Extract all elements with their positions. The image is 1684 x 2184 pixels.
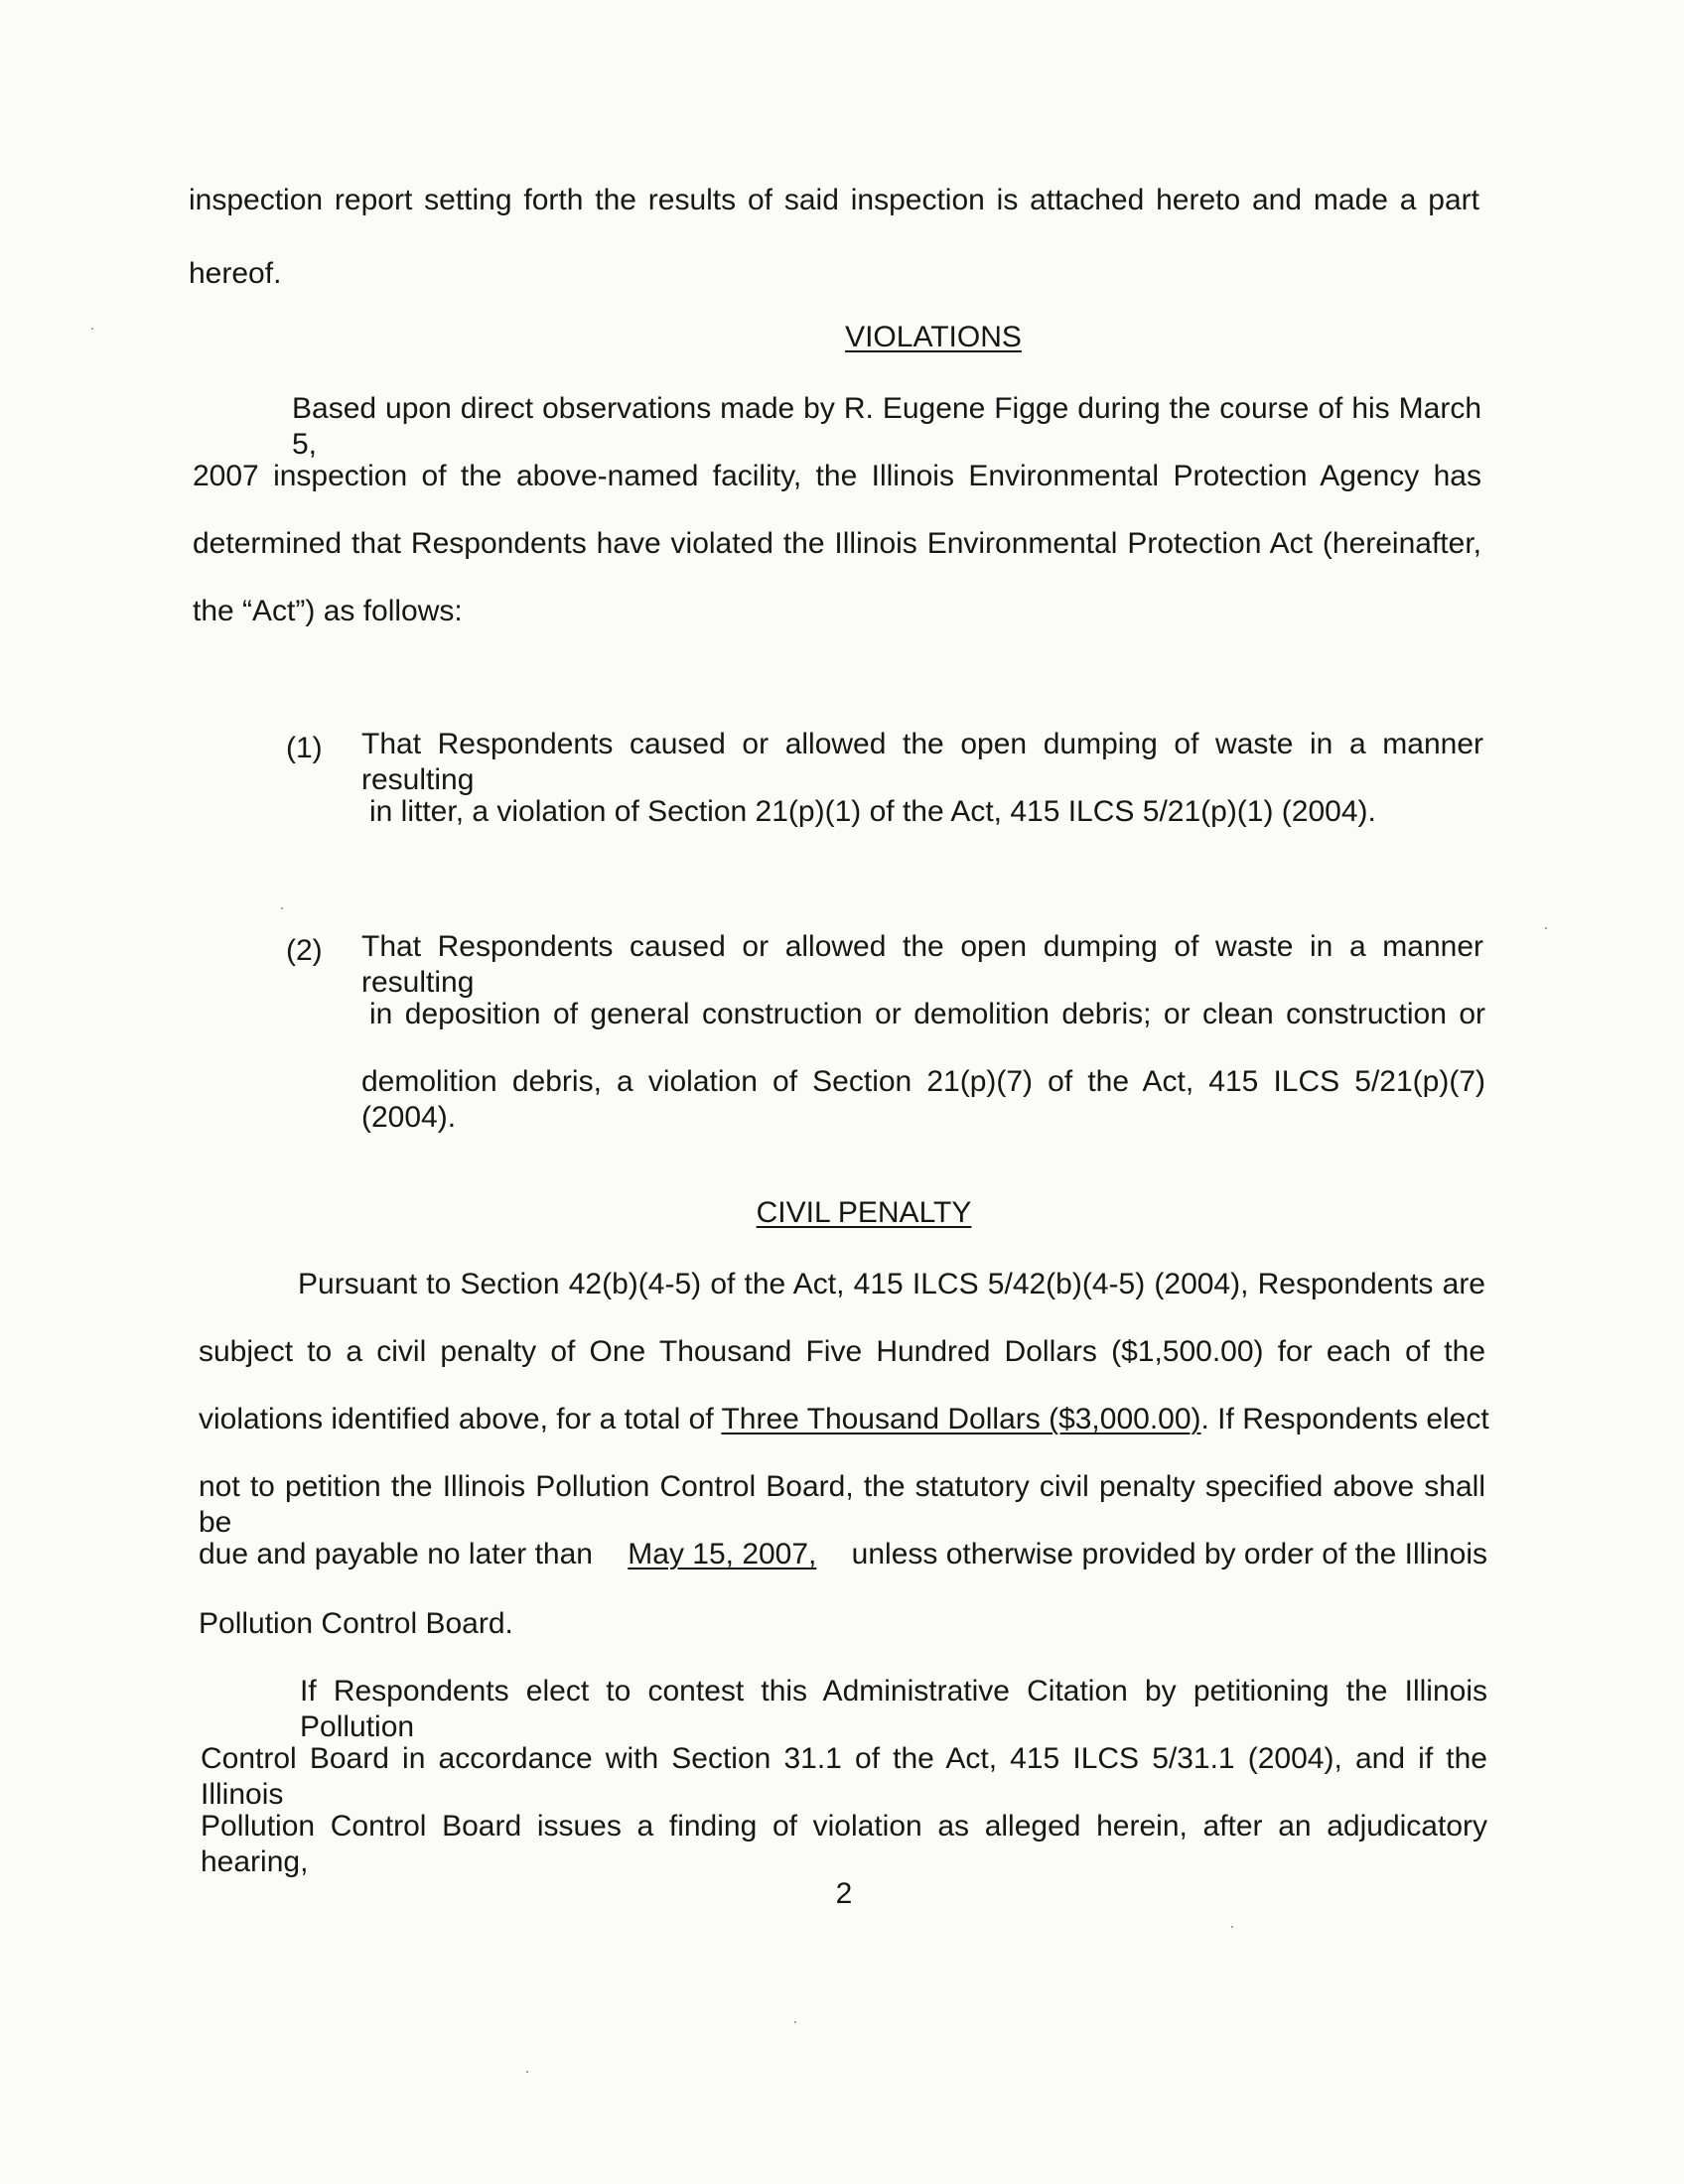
- civil-penalty-line5-pre: due and payable no later than: [199, 1538, 593, 1570]
- violations-heading: VIOLATIONS: [845, 321, 1022, 353]
- scan-speck: [1231, 1926, 1233, 1928]
- violation-item-2-line-3: demolition debris, a violation of Section 21(p)(7) of the Act, 415 ILCS 5/21(p)(7) (2004).: [361, 1065, 1485, 1134]
- civil-penalty-para2-line-2: Control Board in accordance with Section 31.1 of the Act, 415 ILCS 5/31.1 (2004), and if the Illinois: [201, 1742, 1487, 1811]
- violation-item-1-line-1: That Respondents caused or allowed the open dumping of waste in a manner resulting: [361, 728, 1483, 796]
- violations-para-line-4: the “Act”) as follows:: [193, 595, 463, 627]
- civil-penalty-line3-pre: violations identified above, for a total of: [199, 1403, 722, 1435]
- intro-line-1: inspection report setting forth the results of said inspection is attached hereto and made a part: [189, 184, 1479, 216]
- civil-penalty-para2-line-3: Pollution Control Board issues a finding of violation as alleged herein, after an adjudicatory hearing,: [201, 1810, 1487, 1878]
- scan-speck: [1545, 927, 1547, 929]
- violation-item-2-line-2: in deposition of general construction or demolition debris; or clean construction or: [369, 998, 1485, 1030]
- civil-penalty-para1-line-2: subject to a civil penalty of One Thousand Five Hundred Dollars ($1,500.00) for each of the: [199, 1335, 1485, 1368]
- violations-para-line-3: determined that Respondents have violated the Illinois Environmental Protection Act (hereinafter,: [193, 527, 1481, 560]
- civil-penalty-due-date: May 15, 2007,: [628, 1538, 817, 1570]
- violation-item-2-line-1: That Respondents caused or allowed the open dumping of waste in a manner resulting: [361, 930, 1483, 999]
- scan-speck: [281, 907, 283, 909]
- civil-penalty-para1-line-6: Pollution Control Board.: [199, 1607, 513, 1640]
- civil-penalty-para1-line-5: [199, 1537, 1487, 1572]
- violation-item-2-number: (2): [286, 934, 323, 967]
- civil-penalty-para2-line-1: If Respondents elect to contest this Administrative Citation by petitioning the Illinois Pollution: [300, 1675, 1487, 1743]
- civil-penalty-total: Three Thousand Dollars ($3,000.00): [721, 1403, 1201, 1435]
- civil-penalty-para1-line-1: Pursuant to Section 42(b)(4-5) of the Act, 415 ILCS 5/42(b)(4-5) (2004), Respondents are: [298, 1268, 1485, 1300]
- violations-para-line-2: 2007 inspection of the above-named facility, the Illinois Environmental Protection Agency has: [193, 460, 1481, 492]
- intro-line-2: hereof.: [189, 257, 282, 290]
- scan-speck: [526, 2071, 528, 2073]
- violation-item-1-number: (1): [286, 732, 323, 764]
- page-number: 2: [835, 1877, 853, 1910]
- scan-speck: [794, 2021, 796, 2023]
- violation-item-1-line-2: in litter, a violation of Section 21(p)(1) of the Act, 415 ILCS 5/21(p)(1) (2004).: [369, 795, 1376, 828]
- civil-penalty-line5-post: unless otherwise provided by order of the Illinois: [851, 1538, 1487, 1570]
- civil-penalty-para1-line-3: [199, 1402, 1489, 1437]
- civil-penalty-para1-line-4: not to petition the Illinois Pollution Control Board, the statutory civil penalty specified above shall be: [199, 1470, 1485, 1539]
- scan-speck: [91, 328, 93, 330]
- civil-penalty-heading: CIVIL PENALTY: [756, 1196, 972, 1229]
- civil-penalty-line3-post: . If Respondents elect: [1200, 1403, 1489, 1435]
- violations-para-line-1: Based upon direct observations made by R. Eugene Figge during the course of his March 5,: [292, 392, 1481, 461]
